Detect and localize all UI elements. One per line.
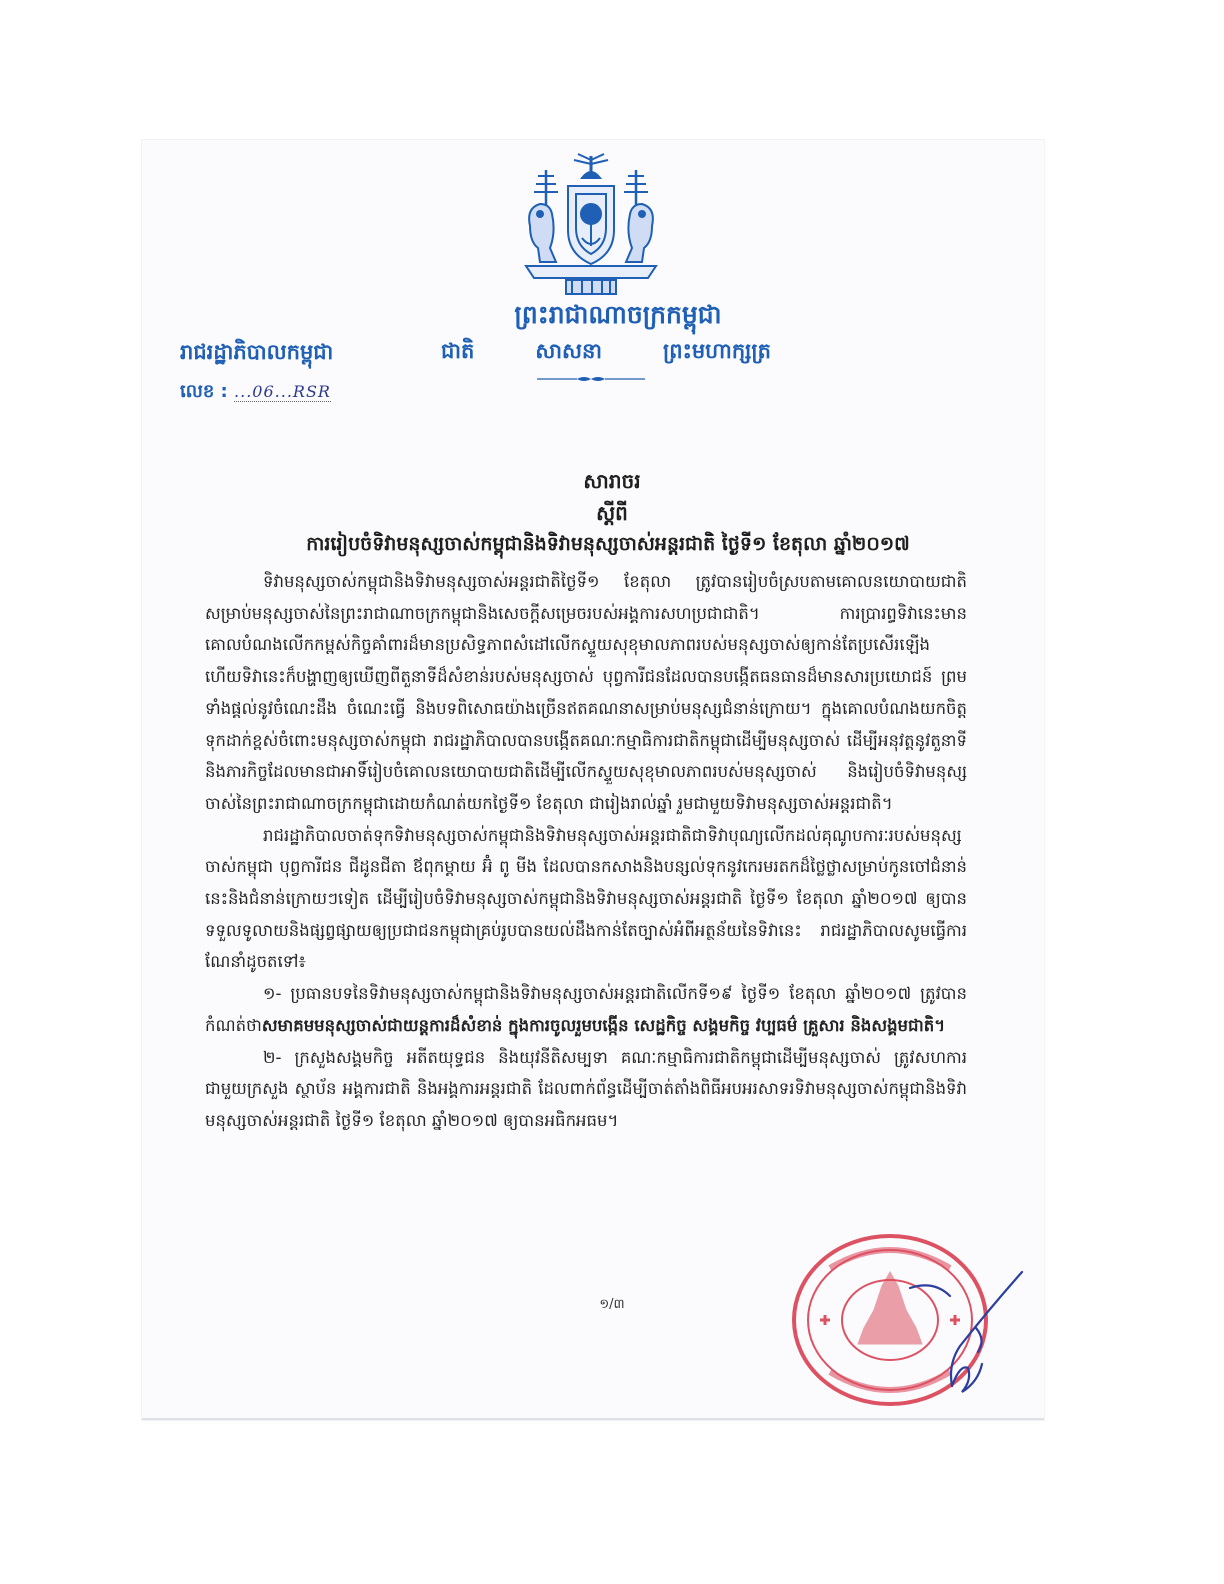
- paragraph-guidance: រាជរដ្ឋាភិបាលចាត់ទុកទិវាមនុស្សចាស់កម្ពុជានិងទិវាមនុស្សចាស់អន្តរជាតិជាទិវាបុណ្យលើកដល់គុណូបការៈរបស់មនុស្សចាស់កម្ពុជា បុព្វការីជន ជីដូនជីតា ឪពុកម្ដាយ អ៊ំ ពូ មីង ដែលបានកសាងនិងបន្សល់ទុកនូវកេរមរតកដ៏ថ្លៃថ្លាសម្រាប់កូនចៅជំនាន់នេះនិងជំនាន់ក្រោយៗទៀត ដើម្បីរៀបចំទិវាមនុស្សចាស់កម្ពុជានិងទិវាមនុស្សចាស់អន្តរជាតិ ថ្ងៃទី១ ខែតុលា ឆ្នាំ២០១៧ ឲ្យបានទទួលទូលាយនិងផ្សព្វផ្សាយឲ្យប្រជាជនកម្ពុជាគ្រប់រូបបានយល់ដឹងកាន់តែច្បាស់អំពីអត្ថន័យនៃទិវានេះ រាជរដ្ឋាភិបាលសូមធ្វើការណែនាំដូចតទៅ៖: [205, 825, 967, 972]
- national-motto: [441, 338, 771, 369]
- paragraph-theme: [205, 978, 967, 1041]
- reference-value: ...06...RSR: [234, 382, 331, 401]
- paragraph-ministry: ២- ក្រសួងសង្គមកិច្ច អតីតយុទ្ធជន និងយុវនីតិសម្បទា គណៈកម្មាធិការជាតិកម្ពុជាដើម្បីមនុស្សចាស់ ត្រូវសហការជាមួយក្រសួង ស្ថាប័ន អង្គការជាតិ និងអង្គការអន្តរជាតិ ដែលពាក់ព័ន្ធដើម្បីចាត់តាំងពិធីអបអរសាទរទិវាមនុស្សចាស់កម្ពុជានិងទិវាមនុស្សចាស់អន្តរជាតិ ថ្ងៃទី១ ខែតុលា ឆ្នាំ២០១៧ ឲ្យបានអធិកអធម។: [205, 1047, 967, 1130]
- royal-emblem-icon: [516, 152, 666, 300]
- motto-religion: សាសនា: [535, 339, 602, 363]
- government-name: រាជរដ្ឋាភិបាលកម្ពុជា: [180, 340, 334, 364]
- paragraph-intro: ទិវាមនុស្សចាស់កម្ពុជានិងទិវាមនុស្សចាស់អន្តរជាតិថ្ងៃទី១ ខែតុលា ត្រូវបានរៀបចំស្របតាមគោលនយោបាយជាតិសម្រាប់មនុស្សចាស់នៃព្រះរាជាណាចក្រកម្ពុជានិងសេចក្តីសម្រេចរបស់អង្គការសហប្រជាជាតិ។ ការប្រារព្ធទិវានេះមានគោលបំណងលើកកម្ពស់កិច្ចគាំពារដ៏មានប្រសិទ្ធភាពសំដៅលើកស្ទួយសុខុមាលភាពរបស់មនុស្សចាស់ឲ្យកាន់តែប្រសើរឡើង ហើយទិវានេះក៏បង្ហាញឲ្យឃើញពីតួនាទីដ៏សំខាន់របស់មនុស្សចាស់ បុព្វការីជនដែលបានបង្កើតធនធានដ៏មានសារប្រយោជន៍ ព្រមទាំងផ្តល់នូវចំណេះដឹង ចំណេះធ្វើ និងបទពិសោធយ៉ាងច្រើនឥតគណនាសម្រាប់មនុស្សជំនាន់ក្រោយ។ ក្នុងគោលបំណងយកចិត្តទុកដាក់ខ្ពស់ចំពោះមនុស្សចាស់កម្ពុជា រាជរដ្ឋាភិបាលបានបង្កើតគណៈកម្មាធិការជាតិកម្ពុជាដើម្បីមនុស្សចាស់ ដើម្បីអនុវត្តនូវតួនាទីនិងភារកិច្ចដែលមានជាអាទិ៍រៀបចំគោលនយោបាយជាតិដើម្បីលើកស្ទួយសុខុមាលភាពរបស់មនុស្សចាស់ និងរៀបចំទិវាមនុស្សចាស់នៃព្រះរាជាណាចក្រកម្ពុជាដោយកំណត់យកថ្ងៃទី១ ខែតុលា ជារៀងរាល់ឆ្នាំ រួមជាមួយទិវាមនុស្សចាស់អន្តរជាតិ។: [205, 572, 967, 813]
- kingdom-title: ព្រះរាជាណាចក្រកម្ពុជា: [514, 300, 722, 329]
- document-subject: ការរៀបចំទិវាមនុស្សចាស់កម្ពុជានិងទិវាមនុស្សចាស់អន្តរជាតិ ថ្ងៃទី១ ខែតុលា ឆ្នាំ២០១៧: [306, 533, 910, 555]
- circular-body: [205, 566, 967, 1137]
- reference-label: លេខ :: [180, 381, 228, 402]
- ornamental-divider: [537, 375, 645, 383]
- document-about: ស្ដីពី: [596, 501, 628, 525]
- motto-nation: ជាតិ: [441, 339, 475, 363]
- reference-number: [180, 379, 331, 406]
- signature-icon: [890, 1268, 1030, 1398]
- document-type: សារាចរ: [583, 469, 641, 493]
- theme-lead: ១- ប្រធានបទនៃទិវាមនុស្សចាស់កម្ពុជានិងទិវាមនុស្សចាស់អន្តរជាតិលើកទី១៩ ថ្ងៃទី១ ខែតុលា ឆ្នាំ២០១៧ ត្រូវបានកំណត់ថា: [205, 984, 967, 1035]
- theme-statement: សមាគមមនុស្សចាស់ជាយន្តការដ៏សំខាន់ ក្នុងការចូលរួមបង្កើន សេដ្ឋកិច្ច សង្គមកិច្ច វប្បធម៌ គ្រួសារ និងសង្គមជាតិ។: [261, 1015, 946, 1035]
- motto-king: ព្រះមហាក្សត្រ: [663, 339, 771, 363]
- page-number: ១/៣: [599, 1297, 625, 1312]
